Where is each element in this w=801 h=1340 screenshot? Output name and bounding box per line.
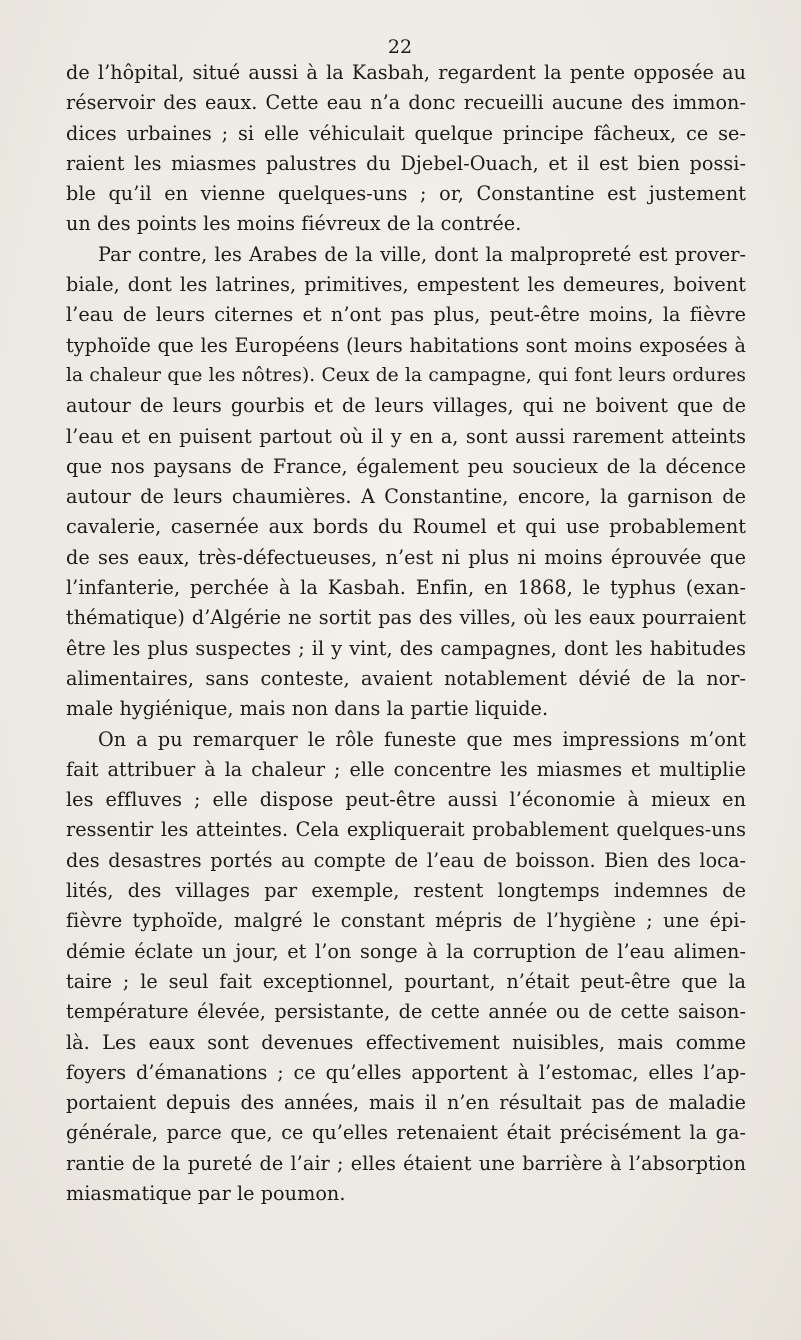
text-line: de ses eaux, très-défectueuses, n’est ni plus ni moins éprouvée que: [66, 545, 746, 569]
text-line: taire ; le seul fait exceptionnel, pourtant, n’était peut-être que la: [66, 969, 746, 993]
text-line: démie éclate un jour, et l’on songe à la corruption de l’eau alimen-: [66, 939, 746, 963]
text-line: miasmatique par le poumon.: [66, 1181, 346, 1205]
text-line: male hygiénique, mais non dans la partie liquide.: [66, 697, 549, 721]
text-line: l’eau et en puisent partout où il y en a, sont aussi rarement atteints: [66, 424, 746, 448]
text-line: l’infanterie, perchée à la Kasbah. Enfin, en 1868, le typhus (exan-: [66, 576, 746, 600]
text-line: les effluves ; elle dispose peut-être aussi l’économie à mieux en: [66, 788, 746, 812]
text-line: un des points les moins fiévreux de la contrée.: [66, 212, 522, 236]
text-line: foyers d’émanations ; ce qu’elles apportent à l’estomac, elles l’ap-: [66, 1060, 746, 1084]
text-line: là. Les eaux sont devenues effectivement nuisibles, mais comme: [66, 1030, 746, 1054]
text-line: générale, parce que, ce qu’elles retenaient était précisément la ga-: [66, 1121, 746, 1145]
text-line: réservoir des eaux. Cette eau n’a donc recueilli aucune des immon-: [66, 91, 746, 115]
text-line: l’eau de leurs citernes et n’ont pas plus, peut-être moins, la fièvre: [66, 303, 746, 327]
text-line: rantie de la pureté de l’air ; elles étaient une barrière à l’absorption: [66, 1151, 746, 1175]
text-line: biale, dont les latrines, primitives, empestent les demeures, boivent: [66, 273, 746, 297]
text-line: lités, des villages par exemple, restent longtemps indemnes de: [66, 879, 746, 903]
text-line: raient les miasmes palustres du Djebel-Ouach, et il est bien possi-: [66, 151, 746, 175]
text-line: des desastres portés au compte de l’eau de boisson. Bien des loca-: [66, 848, 746, 872]
text-line: dices urbaines ; si elle véhiculait quelque principe fâcheux, ce se-: [66, 121, 746, 145]
text-line: température élevée, persistante, de cette année ou de cette saison-: [66, 1000, 746, 1024]
text-line: typhoïde que les Européens (leurs habitations sont moins exposées à: [66, 333, 746, 357]
text-line: Par contre, les Arabes de la ville, dont la malpropreté est prover-: [98, 242, 746, 266]
text-line: ble qu’il en vienne quelques-uns ; or, Constantine est justement: [66, 182, 746, 206]
text-line: On a pu remarquer le rôle funeste que mes impressions m’ont: [98, 727, 746, 751]
text-line: alimentaires, sans conteste, avaient notablement dévié de la nor-: [66, 666, 746, 690]
text-line: autour de leurs chaumières. A Constantine, encore, la garnison de: [66, 485, 746, 509]
text-line: cavalerie, casernée aux bords du Roumel et qui use probablement: [66, 515, 746, 539]
text-line: autour de leurs gourbis et de leurs villages, qui ne boivent que de: [66, 394, 746, 418]
text-line: portaient depuis des années, mais il n’en résultait pas de maladie: [66, 1091, 746, 1115]
text-line: être les plus suspectes ; il y vint, des campagnes, dont les habitudes: [66, 636, 746, 660]
text-line: ressentir les atteintes. Cela expliquerait probablement quelques-uns: [66, 818, 746, 842]
text-line: que nos paysans de France, également peu soucieux de la décence: [66, 454, 746, 478]
body-text: [66, 58, 746, 1209]
page-number: 22: [387, 36, 413, 58]
text-line: thématique) d’Algérie ne sortit pas des villes, où les eaux pourraient: [66, 606, 746, 630]
text-line: fait attribuer à la chaleur ; elle concentre les miasmes et multiplie: [66, 757, 746, 781]
text-line: de l’hôpital, situé aussi à la Kasbah, regardent la pente opposée au: [66, 61, 746, 84]
text-line: fièvre typhoïde, malgré le constant mépris de l’hygiène ; une épi-: [66, 909, 746, 933]
text-line: la chaleur que les nôtres). Ceux de la campagne, qui font leurs ordures: [66, 364, 746, 386]
